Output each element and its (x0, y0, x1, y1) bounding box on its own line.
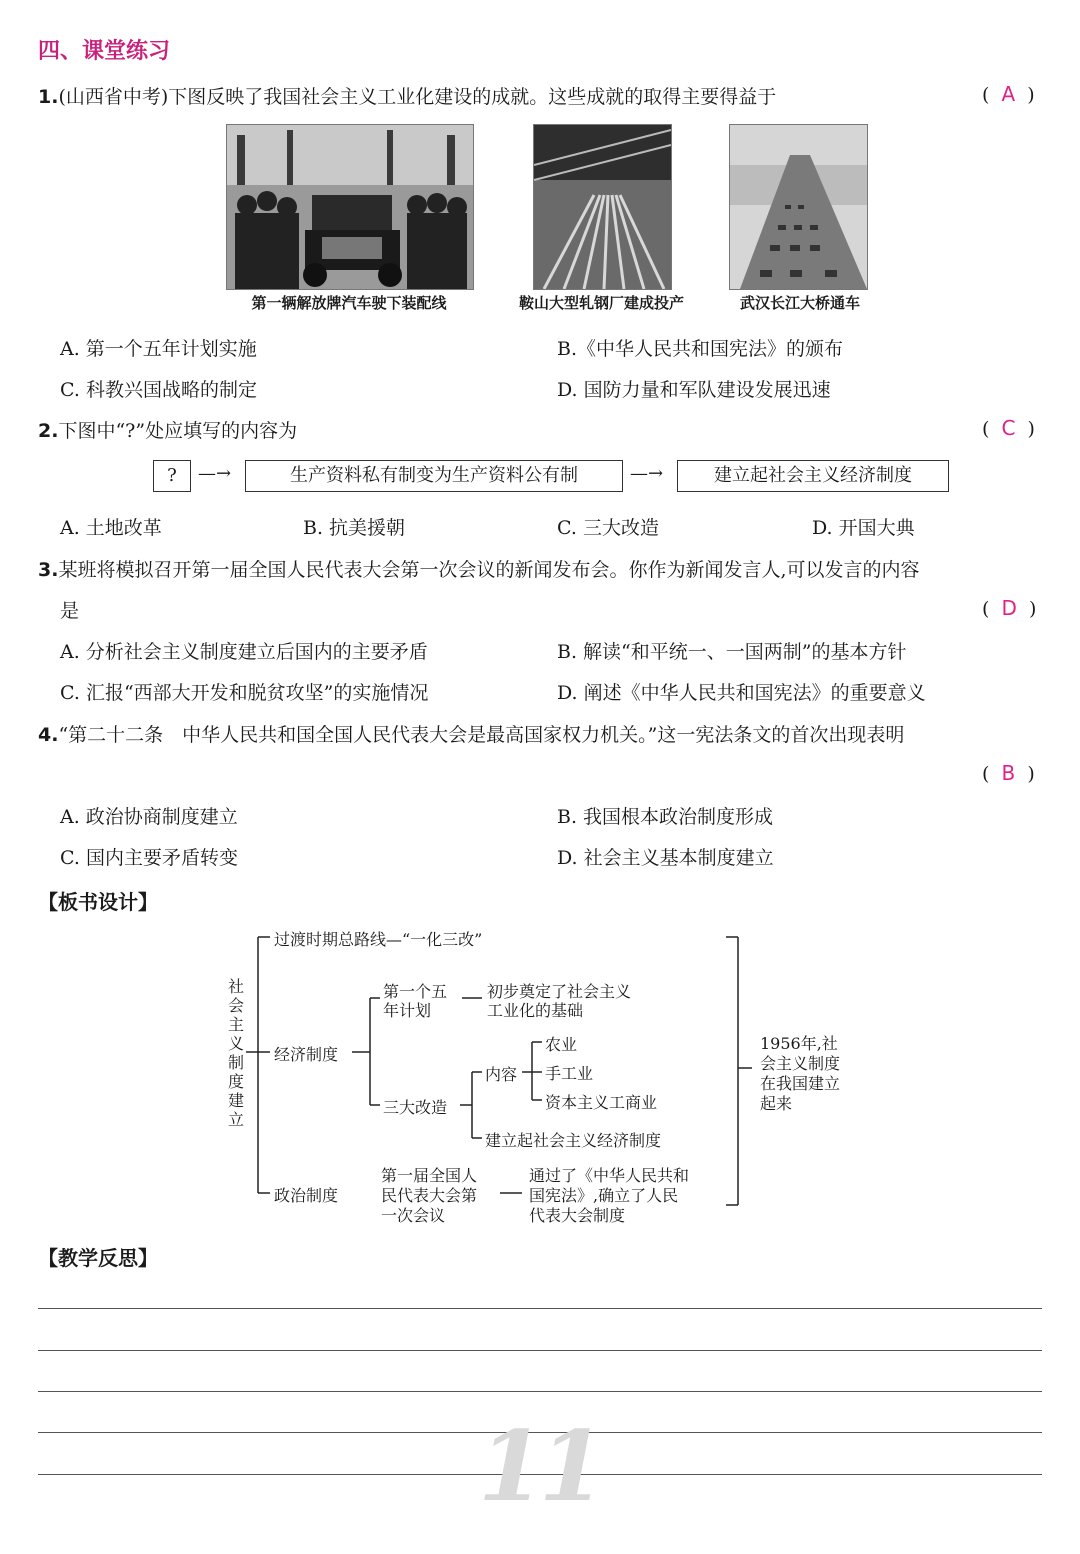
photo-caption-3: 武汉长江大桥通车 (739, 294, 860, 312)
section-title: 四、课堂练习 (38, 39, 171, 64)
option-b: B. 解读“和平统一、一国两制”的基本方针 (557, 641, 907, 663)
answer-slot-4: ( B ) (982, 761, 1035, 785)
question-text: 某班将模拟召开第一届全国人民代表大会第一次会议的新闻发布会。你作为新闻发言人,可以发言的内容 (58, 559, 920, 581)
board-political-system: 政治制度 (274, 1186, 339, 1205)
page-number: 11 (478, 1410, 600, 1523)
option-c: C. 三大改造 (557, 517, 659, 539)
option-a: A. 第一个五年计划实施 (60, 338, 257, 360)
question-3-continued: 是 (60, 600, 80, 622)
writing-line[interactable] (38, 1308, 1042, 1309)
option-d: D. 开国大典 (812, 517, 915, 539)
option-d: D. 阐述《中华人民共和国宪法》的重要意义 (557, 682, 926, 704)
flow-box-unknown: ? (153, 460, 191, 492)
option-d: D. 国防力量和军队建设发展迅速 (557, 379, 831, 401)
answer-slot-3: ( D ) (982, 596, 1037, 620)
board-npc-result-1: 通过了《中华人民共和 (529, 1166, 690, 1185)
board-econ-system: 经济制度 (274, 1045, 339, 1064)
board-npc-result-3: 代表大会制度 (529, 1206, 626, 1225)
option-d: D. 社会主义基本制度建立 (557, 847, 774, 869)
board-handicraft: 手工业 (545, 1064, 594, 1083)
board-conclusion-2: 会主义制度 (760, 1054, 841, 1073)
question-text: 下图中“?”处应填写的内容为 (58, 420, 298, 442)
arrow-icon: —→ (630, 463, 664, 484)
board-npc-1: 第一届全国人 (381, 1166, 478, 1185)
answer-slot-2: ( C ) (982, 416, 1035, 440)
board-agriculture: 农业 (545, 1035, 578, 1054)
board-conclusion-4: 起来 (760, 1094, 793, 1113)
board-conclusion-3: 在我国建立 (760, 1074, 841, 1093)
question-text: “第二十二条 中华人民共和国全国人民代表大会是最高国家权力机关。”这一宪法条文的首次出现表明 (58, 724, 905, 746)
photo-caption-1: 第一辆解放牌汽车驶下装配线 (251, 294, 447, 312)
flow-box-ownership: 生产资料私有制变为生产资料公有制 (245, 460, 623, 492)
board-content: 内容 (485, 1065, 518, 1084)
teaching-reflection-title: 【教学反思】 (38, 1246, 158, 1270)
board-fyp-line2: 年计划 (383, 1001, 432, 1020)
answer: D (1001, 596, 1017, 620)
arrow-icon: —→ (198, 463, 232, 484)
board-three-transformations: 三大改造 (383, 1098, 448, 1117)
option-c: C. 汇报“西部大开发和脱贫攻坚”的实施情况 (60, 682, 429, 704)
board-design-title: 【板书设计】 (38, 890, 158, 914)
board-capitalist-industry: 资本主义工商业 (545, 1093, 658, 1112)
board-conclusion-1: 1956年,社 (760, 1034, 838, 1053)
writing-line[interactable] (38, 1391, 1042, 1392)
photo-caption-2: 鞍山大型轧钢厂建成投产 (518, 294, 684, 312)
option-a: A. 土地改革 (60, 517, 162, 539)
option-b: B. 我国根本政治制度形成 (557, 806, 774, 828)
option-a: A. 政治协商制度建立 (60, 806, 238, 828)
board-npc-result-2: 国宪法》,确立了人民 (529, 1186, 679, 1205)
question-text: (山西省中考)下图反映了我国社会主义工业化建设的成就。这些成就的取得主要得益于 (58, 86, 777, 108)
question-number: 4. (38, 724, 59, 746)
writing-line[interactable] (38, 1350, 1042, 1351)
question-number: 3. (38, 559, 59, 581)
flow-box-result: 建立起社会主义经济制度 (677, 460, 949, 492)
answer: C (1001, 416, 1016, 440)
question-number: 1. (38, 86, 59, 108)
question-number: 2. (38, 420, 59, 442)
board-root: 社会主义制度建立 (227, 977, 244, 1129)
option-b: B. 抗美援朝 (303, 517, 406, 539)
board-fyp-result-2: 工业化的基础 (487, 1001, 584, 1020)
board-npc-3: 一次会议 (381, 1206, 446, 1225)
board-npc-2: 民代表大会第 (381, 1186, 478, 1205)
board-econ-established: 建立起社会主义经济制度 (485, 1131, 662, 1150)
board-fyp-result-1: 初步奠定了社会主义 (487, 982, 632, 1001)
option-c: C. 科教兴国战略的制定 (60, 379, 257, 401)
answer-slot-1: ( A ) (982, 82, 1035, 106)
option-a: A. 分析社会主义制度建立后国内的主要矛盾 (60, 641, 428, 663)
board-fyp-line1: 第一个五 (383, 982, 448, 1001)
option-c: C. 国内主要矛盾转变 (60, 847, 238, 869)
option-b: B.《中华人民共和国宪法》的颁布 (557, 338, 844, 360)
answer: B (1001, 761, 1016, 785)
answer: A (1001, 82, 1016, 106)
board-general-line: 过渡时期总路线—“一化三改” (274, 930, 483, 949)
